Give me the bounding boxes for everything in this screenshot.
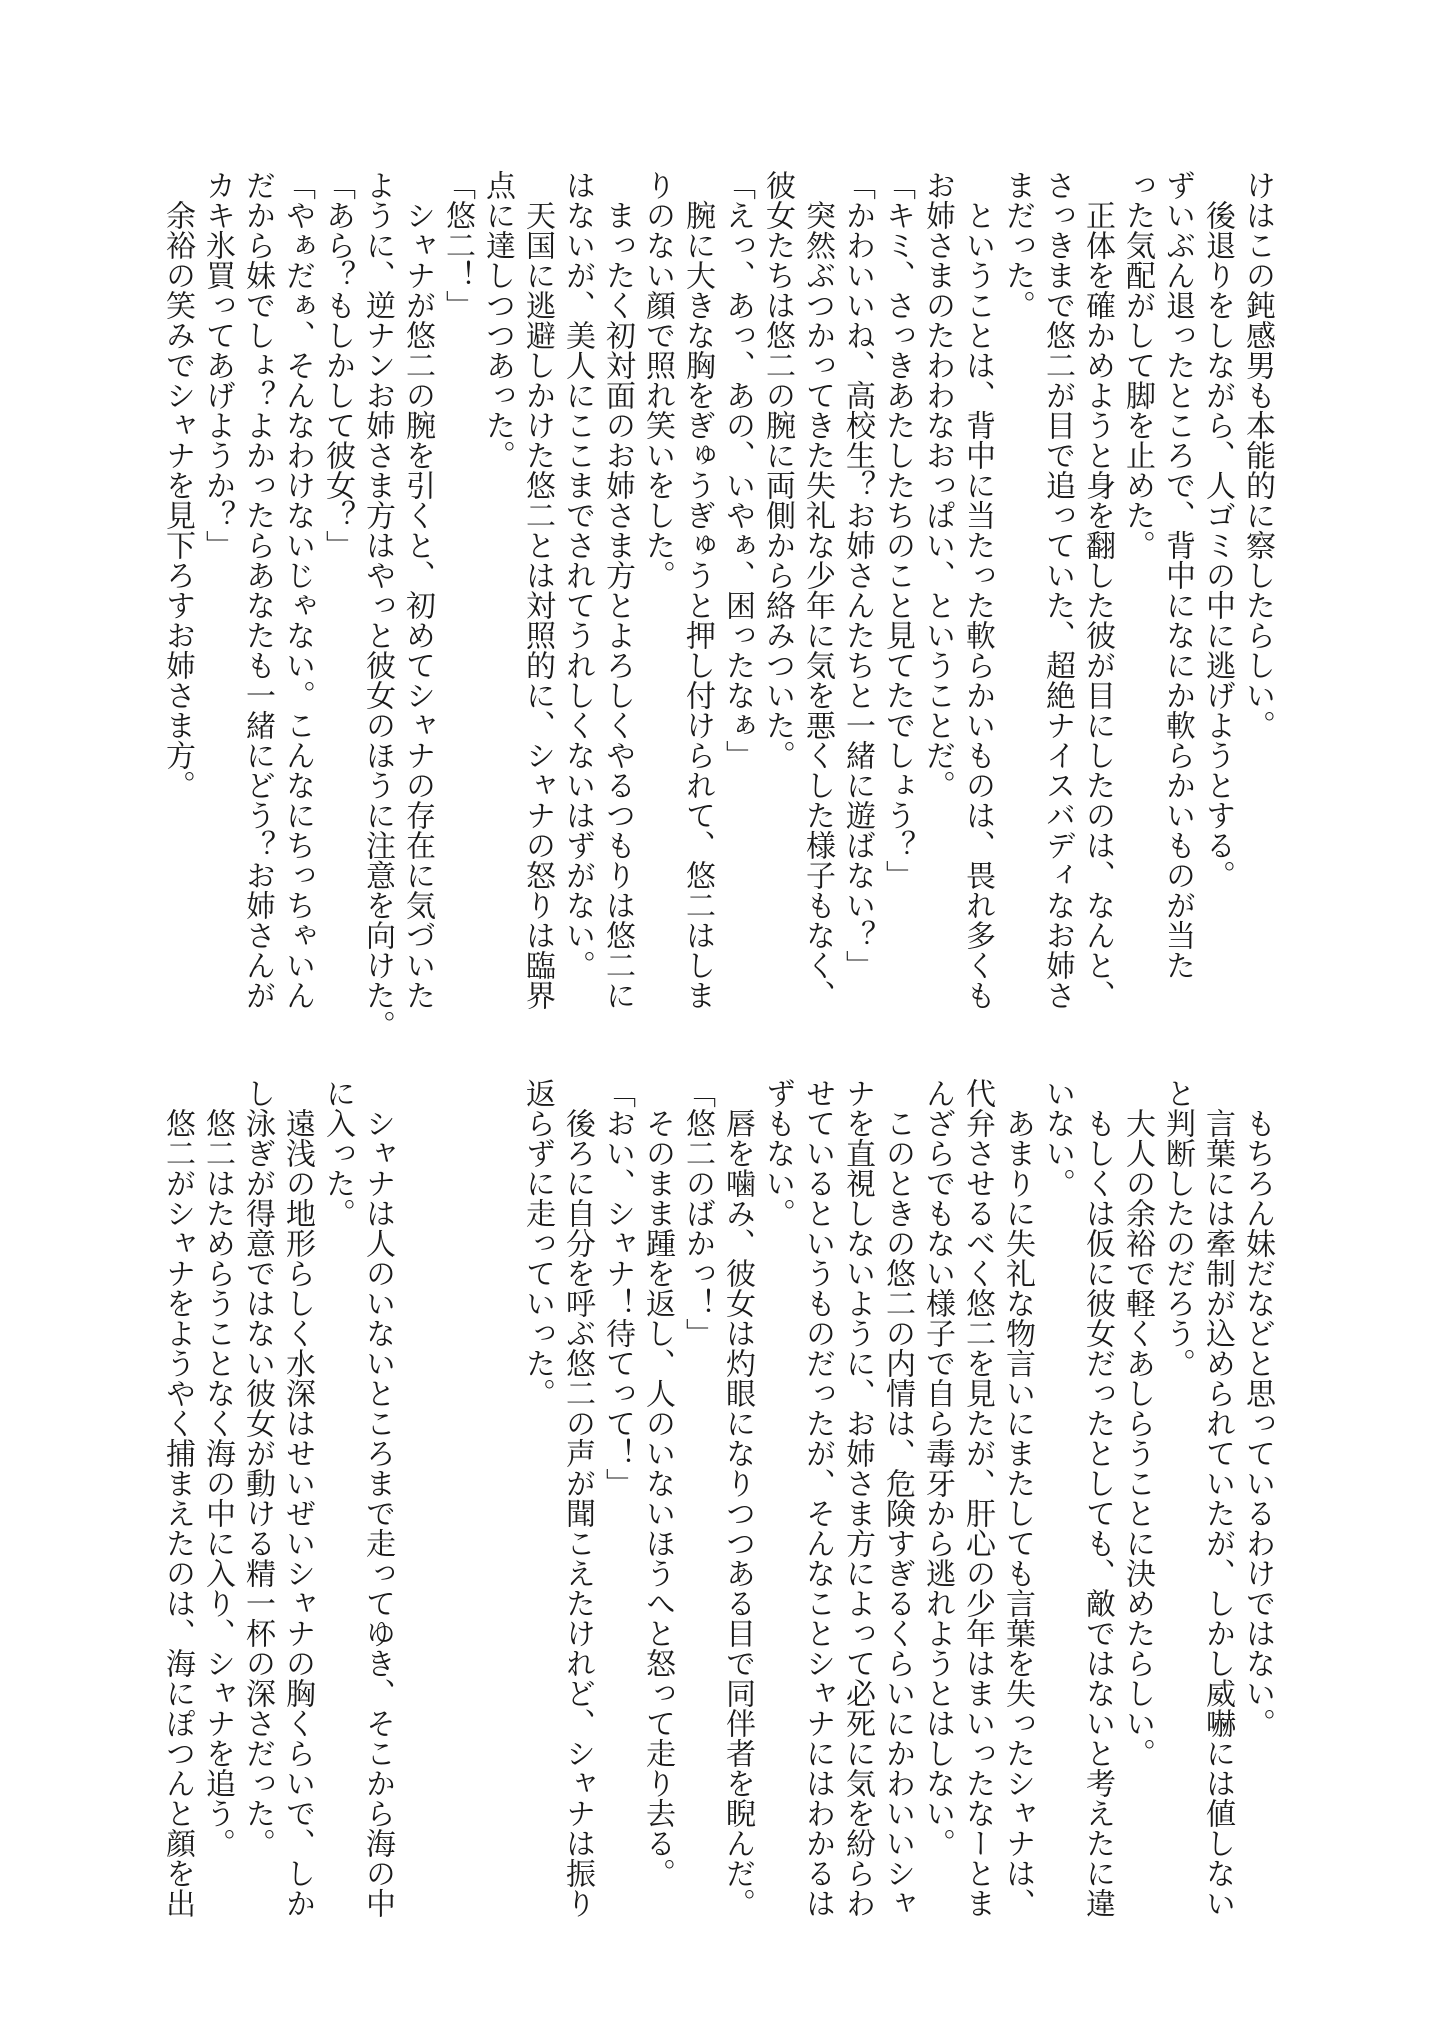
text-line: 彼女たちは悠二の腕に両側から絡みついた。 (760, 170, 795, 770)
text-line: いない。 (1040, 1078, 1075, 1198)
text-line: 「キミ、さっきあたしたちのこと見てたでしょう？」 (880, 170, 915, 890)
text-line: 「悠二！」 (440, 170, 475, 320)
text-line: ということは、背中に当たった軟らかいものは、畏れ多くも (960, 170, 995, 1010)
text-line: シャナは人のいないところまで走ってゆき、そこから海の中 (360, 1078, 395, 1918)
text-line: カキ氷買ってあげようか？」 (200, 170, 235, 560)
top-page-text (157, 170, 1277, 1040)
text-line: に入った。 (320, 1078, 355, 1228)
text-line: さっきまで悠二が目で追っていた、超絶ナイスバディなお姉さ (1040, 170, 1075, 1010)
text-line: 余裕の笑みでシャナを見下ろすお姉さま方。 (160, 170, 195, 800)
section-break (437, 1078, 477, 1908)
text-line: 後退りをしながら、人ゴミの中に逃げようとする。 (1200, 170, 1235, 890)
text-line: ずもない。 (760, 1078, 795, 1228)
text-line: はないが、美人にここまでされてうれしくないはずがない。 (560, 170, 595, 980)
text-line: 突然ぶつかってきた失礼な少年に気を悪くした様子もなく、 (800, 170, 835, 1010)
text-line: 後ろに自分を呼ぶ悠二の声が聞こえたけれど、シャナは振り (560, 1078, 595, 1918)
section-break (477, 1078, 517, 1908)
text-line: ナを直視しないように、お姉さま方によって必死に気を紛らわ (840, 1078, 875, 1918)
text-line: けはこの鈍感男も本能的に察したらしい。 (1240, 170, 1275, 740)
text-line: 「やぁだぁ、そんなわけないじゃない。こんなにちっちゃいん (280, 170, 315, 1010)
text-line: し泳ぎが得意ではない彼女が動ける精一杯の深さだった。 (240, 1078, 275, 1858)
text-line: 天国に逃避しかけた悠二とは対照的に、シャナの怒りは臨界 (520, 170, 555, 1010)
text-line: 遠浅の地形らしく水深はせいぜいシャナの胸くらいで、しか (280, 1078, 315, 1918)
text-line: 代弁させるべく悠二を見たが、肝心の少年はまいったなーとま (960, 1078, 995, 1918)
text-line: 腕に大きな胸をぎゅうぎゅうと押し付けられて、悠二はしま (680, 170, 715, 1010)
text-line: 返らずに走っていった。 (520, 1078, 555, 1408)
text-line: そのまま踵を返し、人のいないほうへと怒って走り去る。 (640, 1078, 675, 1888)
text-line: 悠二はためらうことなく海の中に入り、シャナを追う。 (200, 1078, 235, 1858)
text-line: 「えっ、あっ、あの、いやぁ、困ったなぁ」 (720, 170, 755, 770)
text-line: 大人の余裕で軽くあしらうことに決めたらしい。 (1120, 1078, 1155, 1768)
text-line: 「あら？もしかして彼女？」 (320, 170, 355, 560)
text-line: と判断したのだろう。 (1160, 1078, 1195, 1378)
text-line: 悠二がシャナをようやく捕まえたのは、海にぽつんと顔を出 (160, 1078, 195, 1918)
text-line: まだった。 (1000, 170, 1035, 320)
text-line: ずいぶん退ったところで、背中になにか軟らかいものが当た (1160, 170, 1195, 980)
text-line: りのない顔で照れ笑いをした。 (640, 170, 675, 590)
text-line: もしくは仮に彼女だったとしても、敵ではないと考えたに違 (1080, 1078, 1115, 1918)
text-line: お姉さまのたわわなおっぱい、ということだ。 (920, 170, 955, 800)
text-line: このときの悠二の内情は、危険すぎるくらいにかわいいシャ (880, 1078, 915, 1918)
text-line: あまりに失礼な物言いにまたしても言葉を失ったシャナは、 (1000, 1078, 1035, 1918)
text-line: ように、逆ナンお姉さま方はやっと彼女のほうに注意を向けた。 (360, 170, 395, 1040)
text-line: 言葉には牽制が込められていたが、しかし威嚇には値しない (1200, 1078, 1235, 1918)
text-line: もちろん妹だなどと思っているわけではない。 (1240, 1078, 1275, 1738)
text-line: 「悠二のばかっ！」 (680, 1078, 715, 1348)
text-line: だから妹でしょ？よかったらあなたも一緒にどう？お姉さんが (240, 170, 275, 1010)
text-line: 「おい、シャナ！待てって！」 (600, 1078, 635, 1498)
bottom-page-text (157, 1078, 1277, 1918)
text-line: んざらでもない様子で自ら毒牙から逃れようとはしない。 (920, 1078, 955, 1858)
text-line: まったく初対面のお姉さま方とよろしくやるつもりは悠二に (600, 170, 635, 1010)
text-line: った気配がして脚を止めた。 (1120, 170, 1155, 560)
section-break (397, 1078, 437, 1908)
text-line: 正体を確かめようと身を翻した彼が目にしたのは、なんと、 (1080, 170, 1115, 1010)
text-line: 点に達しつつあった。 (480, 170, 515, 470)
text-line: 「かわいいね、高校生？お姉さんたちと一緒に遊ばない？」 (840, 170, 875, 980)
text-line: シャナが悠二の腕を引くと、初めてシャナの存在に気づいた (400, 170, 435, 1010)
text-line: 唇を噛み、彼女は灼眼になりつつある目で同伴者を睨んだ。 (720, 1078, 755, 1918)
text-line: せているというものだったが、そんなことシャナにはわかるは (800, 1078, 835, 1918)
